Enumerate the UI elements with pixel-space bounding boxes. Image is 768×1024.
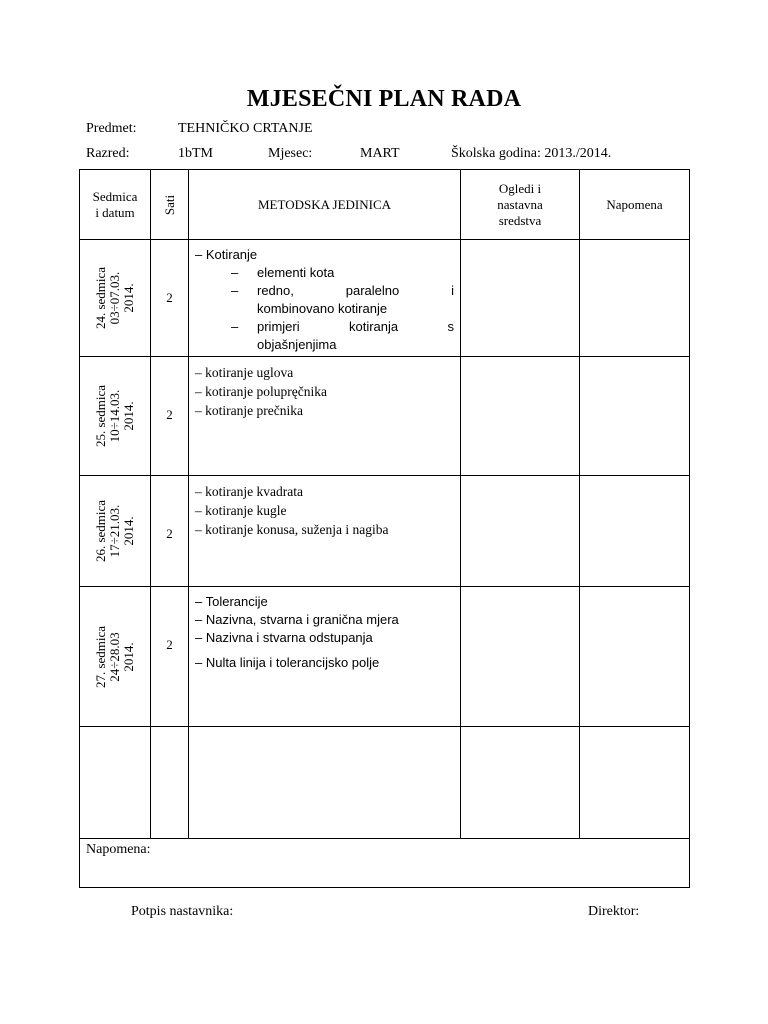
- sati-cell: 2: [151, 240, 189, 357]
- week-year: 2014.: [121, 516, 136, 546]
- ogledi-cell: [461, 357, 580, 476]
- list-item: – Nulta linija i tolerancijsko polje: [195, 655, 380, 670]
- week-cell: [80, 357, 151, 476]
- table-row-empty: [80, 727, 690, 839]
- header-sati: [151, 170, 189, 240]
- week-line: 27. sedmica: [93, 625, 108, 688]
- sati-cell: 2: [151, 476, 189, 587]
- list-subitem: kombinovano kotiranje: [257, 301, 388, 316]
- week-year: 2014.: [121, 641, 136, 672]
- list-subitem: – primjeri kotiranja s: [231, 319, 454, 334]
- napomena-cell: [580, 240, 690, 357]
- week-cell: [80, 587, 151, 727]
- director-signature-label: Direktor:: [588, 904, 640, 919]
- ogledi-cell: [461, 240, 580, 357]
- week-dates: 10÷14.03.: [107, 389, 122, 443]
- sati-cell: [151, 727, 189, 839]
- sati-cell: 2: [151, 587, 189, 727]
- footer-row: [80, 839, 690, 888]
- napomena-cell: [580, 476, 690, 587]
- list-subitem: – elementi kota: [231, 265, 335, 280]
- sati-cell: 2: [151, 357, 189, 476]
- table-row: [80, 476, 690, 587]
- week-dates: 03÷07.03.: [107, 271, 122, 325]
- week-label: [94, 267, 136, 329]
- week-dates: 17÷21.03.: [107, 504, 122, 558]
- week-label: [94, 385, 136, 447]
- list-item: – kotiranje polupręčnika: [195, 384, 327, 399]
- header-sedmica-line2: i datum: [95, 204, 135, 220]
- jedinica-cell: [189, 357, 461, 476]
- table-row: [80, 357, 690, 476]
- ogledi-cell: [461, 476, 580, 587]
- week-line: 25. sedmica: [93, 384, 108, 448]
- list-item: – kotiranje kvadrata: [195, 484, 303, 499]
- list-item: – kotiranje prečnika: [195, 403, 303, 418]
- list-subitem: objašnjenjima: [257, 337, 337, 352]
- header-ogledi-line1: Ogledi i: [498, 180, 542, 196]
- napomena-cell: [580, 727, 690, 839]
- week-line: 24. sedmica: [93, 266, 108, 330]
- ogledi-cell: [461, 727, 580, 839]
- list-item: – Tolerancije: [195, 594, 268, 609]
- week-cell: [80, 240, 151, 357]
- week-line: 26. sedmica: [93, 499, 108, 563]
- mjesec-value: MART: [360, 146, 400, 161]
- jedinica-cell: [189, 727, 461, 839]
- skolska-godina: Školska godina: 2013./2014.: [451, 146, 612, 161]
- week-cell: [80, 727, 151, 839]
- week-cell: [80, 476, 151, 587]
- header-ogledi-line3: sredstva: [498, 212, 542, 228]
- list-item: – kotiranje konusa, suženja i nagiba: [195, 522, 389, 537]
- napomena-cell: [580, 357, 690, 476]
- napomena-cell: [580, 587, 690, 727]
- razred-value: 1bTM: [178, 146, 213, 161]
- header-napomena: Napomena: [580, 170, 690, 240]
- table-row: [80, 587, 690, 727]
- list-item: – Nazivna, stvarna i granična mjera: [195, 612, 399, 627]
- header-sati-label: Sati: [161, 194, 177, 215]
- predmet-label: Predmet:: [86, 121, 137, 136]
- table-row: [80, 240, 690, 357]
- napomena-footer: Napomena:: [80, 839, 690, 888]
- list-item: – Nazivna i stvarna odstupanja: [195, 630, 373, 645]
- header-ogledi-line2: nastavna: [497, 196, 543, 212]
- week-dates: 24÷28.03: [107, 631, 122, 682]
- razred-label: Razred:: [86, 146, 130, 161]
- week-label: [94, 500, 136, 562]
- header-metodska-jedinica: METODSKA JEDINICA: [189, 170, 461, 240]
- page-title: MJESEČNI PLAN RADA: [246, 86, 522, 112]
- week-year: 2014.: [121, 283, 136, 313]
- jedinica-cell: [189, 240, 461, 357]
- mjesec-label: Mjesec:: [268, 146, 313, 161]
- jedinica-cell: [189, 476, 461, 587]
- list-item: – Kotiranje: [195, 247, 258, 262]
- header-ogledi: [461, 170, 580, 240]
- teacher-signature-label: Potpis nastavnika:: [131, 904, 234, 919]
- list-item: – kotiranje uglova: [195, 365, 294, 380]
- predmet-value: TEHNIČKO CRTANJE: [178, 121, 313, 136]
- plan-table: [79, 169, 690, 888]
- ogledi-cell: [461, 587, 580, 727]
- week-year: 2014.: [121, 401, 136, 431]
- jedinica-cell: [189, 587, 461, 727]
- list-item: – kotiranje kugle: [195, 503, 287, 518]
- header-sedmica: [80, 170, 151, 240]
- week-label: [94, 625, 136, 687]
- header-row: [80, 170, 690, 240]
- header-sedmica-line1: Sedmica: [92, 188, 138, 204]
- list-subitem: – redno, paralelno i: [231, 283, 454, 298]
